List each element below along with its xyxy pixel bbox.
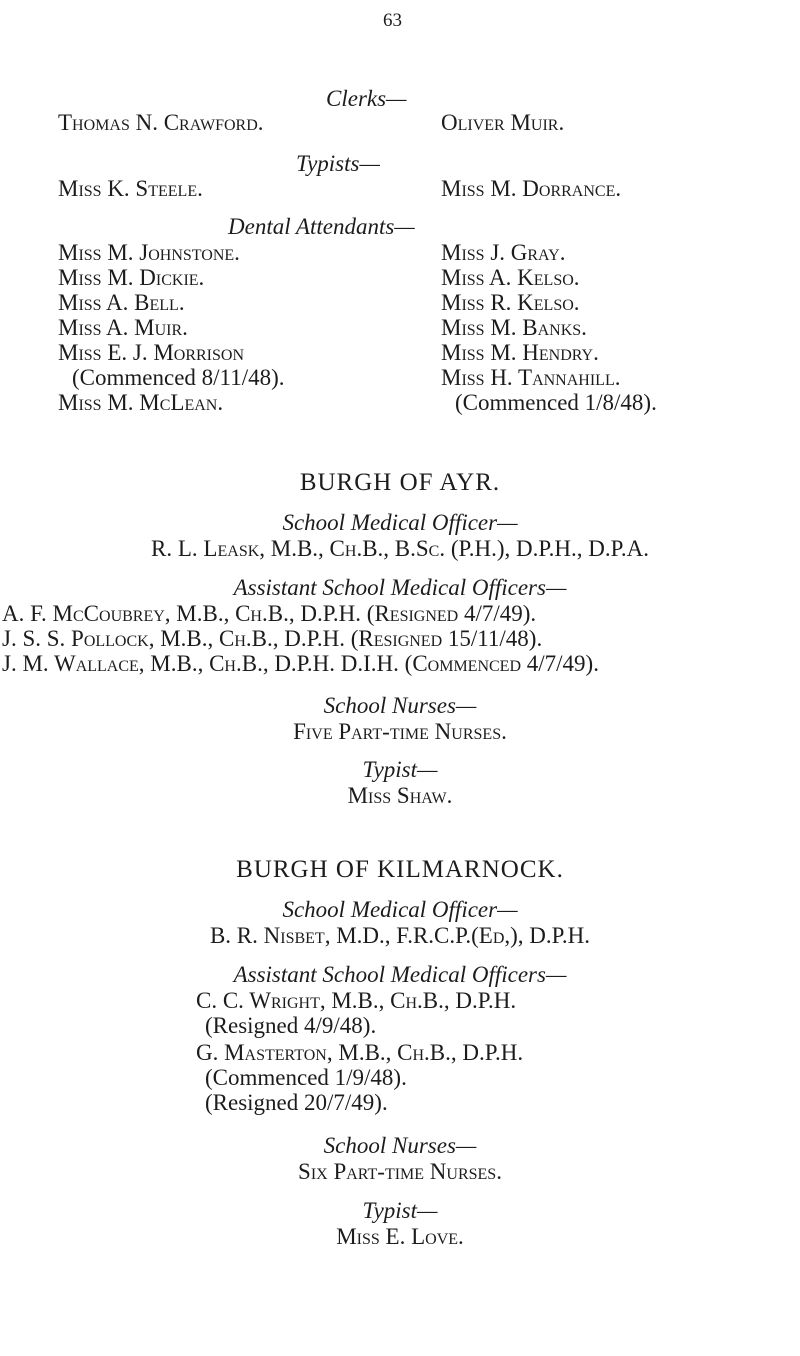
ayr-typist-heading: Typist—	[362, 757, 438, 782]
typists-heading: Typists—	[296, 151, 380, 176]
kilmarnock-asmo-heading: Assistant School Medical Officers—	[233, 962, 567, 987]
dental-attendant-name: Miss A. Muir.	[58, 315, 188, 340]
kilmarnock-typist-heading: Typist—	[362, 1198, 438, 1223]
dental-attendants-heading: Dental Attendants—	[228, 214, 415, 239]
dental-attendant-note: (Commenced 8/11/48).	[72, 365, 285, 390]
ayr-nurses-heading: School Nurses—	[323, 693, 477, 718]
kilmarnock-asmo-entry: C. C. Wright, M.B., Ch.B., D.P.H.	[196, 988, 517, 1013]
dental-attendant-note: (Commenced 1/8/48).	[455, 390, 657, 415]
ayr-smo-heading: School Medical Officer—	[282, 510, 518, 535]
kilmarnock-asmo-note: (Resigned 20/7/49).	[205, 1090, 388, 1115]
kilmarnock-smo-name: B. R. Nisbet, M.D., F.R.C.P.(Ed,), D.P.H.	[209, 923, 591, 948]
clerk-name: Thomas N. Crawford.	[58, 110, 264, 135]
ayr-smo-name: R. L. Leask, M.B., Ch.B., B.Sc. (P.H.), D.P.H., D.P.A.	[151, 536, 649, 561]
kilmarnock-nurses-heading: School Nurses—	[323, 1133, 477, 1158]
dental-attendant-name: Miss M. Johnstone.	[58, 240, 240, 265]
section-title-ayr: BURGH OF AYR.	[299, 469, 501, 496]
ayr-asmo-entry: J. S. S. Pollock, M.B., Ch.B., D.P.H. (Resigned 15/11/48).	[2, 626, 543, 651]
dental-attendant-name: Miss R. Kelso.	[441, 290, 580, 315]
section-title-kilmarnock: BURGH OF KILMARNOCK.	[236, 856, 564, 883]
dental-attendant-name: Miss M. McLean.	[58, 390, 224, 415]
clerk-name: Oliver Muir.	[441, 110, 565, 135]
ayr-asmo-heading: Assistant School Medical Officers—	[233, 575, 567, 600]
dental-attendant-name: Miss A. Kelso.	[441, 265, 580, 290]
dental-attendant-name: Miss J. Gray.	[441, 240, 566, 265]
kilmarnock-smo-heading: School Medical Officer—	[282, 897, 518, 922]
dental-attendant-name: Miss A. Bell.	[58, 290, 185, 315]
kilmarnock-asmo-note: (Resigned 4/9/48).	[205, 1013, 377, 1038]
clerks-heading: Clerks—	[326, 86, 407, 111]
kilmarnock-asmo-entry: G. Masterton, M.B., Ch.B., D.P.H.	[196, 1040, 524, 1065]
kilmarnock-typist: Miss E. Love.	[336, 1224, 464, 1249]
kilmarnock-asmo-note: (Commenced 1/9/48).	[205, 1065, 407, 1090]
ayr-asmo-entry: J. M. Wallace, M.B., Ch.B., D.P.H. D.I.H. (Commenced 4/7/49).	[2, 651, 599, 676]
ayr-asmo-entry: A. F. McCoubrey, M.B., Ch.B., D.P.H. (Resigned 4/7/49).	[2, 601, 537, 626]
dental-attendant-name: Miss M. Hendry.	[441, 340, 599, 365]
kilmarnock-nurses: Six Part-time Nurses.	[298, 1159, 502, 1184]
dental-attendant-name: Miss E. J. Morrison	[58, 340, 245, 365]
ayr-nurses: Five Part-time Nurses.	[293, 719, 507, 744]
dental-attendant-name: Miss M. Banks.	[441, 315, 587, 340]
ayr-typist: Miss Shaw.	[347, 783, 453, 808]
typist-name: Miss K. Steele.	[58, 176, 203, 201]
typist-name: Miss M. Dorrance.	[441, 176, 622, 201]
page-number: 63	[383, 10, 402, 31]
dental-attendant-name: Miss H. Tannahill.	[441, 365, 621, 390]
dental-attendant-name: Miss M. Dickie.	[58, 265, 205, 290]
